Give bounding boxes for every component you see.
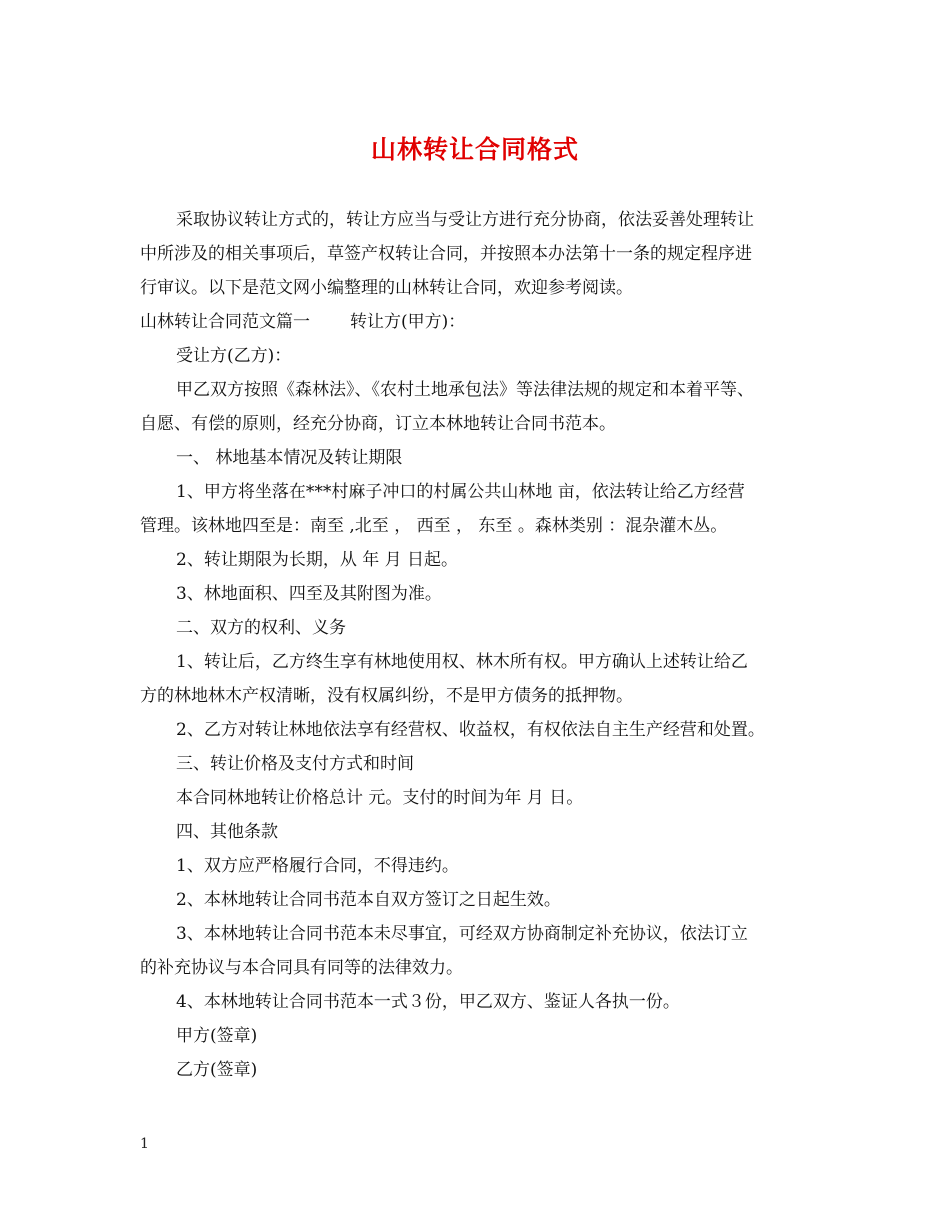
clause4-item2: 2、本林地转让合同书范本自双方签订之日起生效。: [176, 890, 561, 910]
section-heading-line: [140, 305, 830, 339]
clause1-item2: 2、转让期限为长期，从 年 月 日起。: [176, 550, 459, 570]
party-b-label: 受让方(乙方)：: [176, 346, 292, 366]
clause4-item3-line-1: 3、本林地转让合同书范本未尽事宜，可经双方协商制定补充协议，依法订立: [176, 924, 748, 944]
clause1-item3: 3、林地面积、四至及其附图为准。: [176, 584, 442, 604]
signature-party-a: 甲方(签章): [176, 1026, 258, 1046]
party-a-label: 转让方(甲方)：: [350, 312, 466, 332]
preamble-line-1: 甲乙双方按照《森林法》、《农村土地承包法》等法律法规的规定和本着平等、: [176, 380, 754, 400]
section-heading: 山林转让合同范文篇一: [140, 312, 310, 332]
intro-line-1: 采取协议转让方式的，转让方应当与受让方进行充分协商，依法妥善处理转让: [176, 210, 754, 230]
clause4-heading: 四、其他条款: [176, 822, 278, 842]
clause4-item3-line-2: 的补充协议与本合同具有同等的法律效力。: [140, 958, 463, 978]
clause3-heading: 三、转让价格及支付方式和时间: [176, 754, 414, 774]
clause2-item2: 2、乙方对转让林地依法享有经营权、收益权，有权依法自主生产经营和处置。: [176, 720, 765, 740]
clause2-heading: 二、双方的权利、义务: [176, 618, 346, 638]
clause2-item1-line-1: 1、转让后，乙方终生享有林地使用权、林木所有权。甲方确认上述转让给乙: [176, 652, 748, 672]
intro-line-3: 行审议。以下是范文网小编整理的山林转让合同，欢迎参考阅读。: [140, 278, 633, 298]
document-body: [140, 203, 830, 1087]
clause3-text: 本合同林地转让价格总计 元。支付的时间为年 月 日。: [176, 788, 584, 808]
intro-line-2: 中所涉及的相关事项后，草签产权转让合同，并按照本办法第十一条的规定程序进: [140, 244, 752, 264]
preamble-line-2: 自愿、有偿的原则，经充分协商，订立本林地转让合同书范本。: [140, 414, 616, 434]
clause2-item1-line-2: 方的林地林木产权清晰，没有权属纠纷，不是甲方债务的抵押物。: [140, 686, 633, 706]
clause1-item1-line-2: 管理。该林地四至是：南至 ,北至 ， 西至 ， 东至 。森林类别 ：混杂灌木丛。: [140, 516, 728, 536]
clause4-item1: 1、双方应严格履行合同，不得违约。: [176, 856, 459, 876]
clause1-item1-line-1: 1、甲方将坐落在***村麻子冲口的村属公共山林地 亩，依法转让给乙方经营: [176, 482, 745, 502]
clause1-heading: 一、 林地基本情况及转让期限: [176, 448, 403, 468]
clause4-item4: 4、本林地转让合同书范本一式３份，甲乙双方、鉴证人各执一份。: [176, 992, 680, 1012]
page-number: 1: [140, 1136, 149, 1152]
signature-party-b: 乙方(签章): [176, 1060, 258, 1080]
document-title: 山林转让合同格式: [370, 135, 579, 164]
